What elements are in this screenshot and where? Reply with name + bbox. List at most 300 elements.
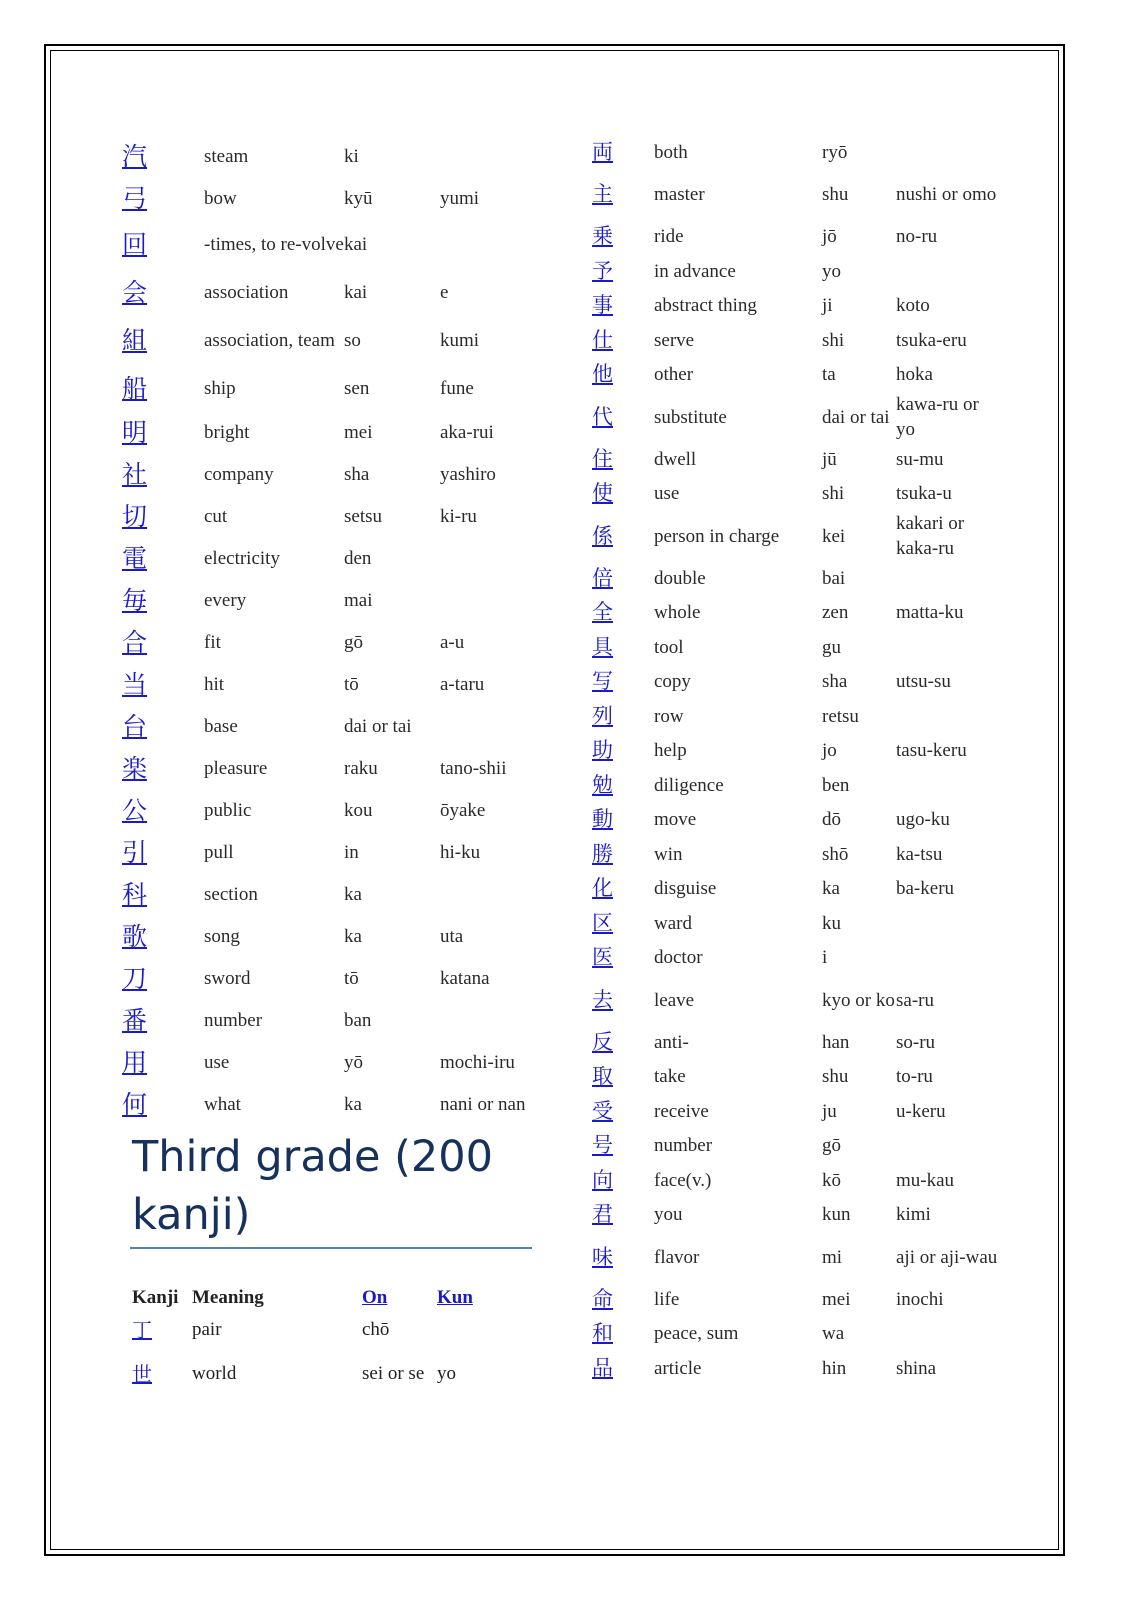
kun-reading (437, 1313, 537, 1347)
meaning: section (204, 883, 258, 905)
kanji-link[interactable]: 住 (592, 446, 613, 471)
kun-reading: ōyake (440, 799, 486, 821)
table-row (592, 1025, 1002, 1060)
meaning: cut (204, 505, 228, 527)
kanji-link[interactable]: 医 (592, 945, 613, 970)
kanji-link[interactable]: 係 (592, 523, 613, 548)
kanji-link[interactable]: 倍 (592, 565, 613, 590)
kun-reading: mu-kau (896, 1169, 955, 1191)
table-row (122, 663, 552, 705)
kanji-link[interactable]: 区 (592, 910, 613, 935)
kanji-link[interactable]: 命 (592, 1286, 613, 1311)
meaning: pull (204, 841, 234, 863)
on-reading: shi (822, 329, 845, 351)
on-reading: dō (822, 809, 841, 831)
kun-reading (440, 873, 552, 915)
kun-reading: yo (437, 1363, 456, 1384)
kanji-link[interactable]: 化 (592, 876, 613, 901)
kun-reading (440, 219, 552, 269)
meaning: peace, sum (654, 1323, 739, 1345)
on-reading: hin (822, 1357, 847, 1379)
meaning: company (204, 463, 274, 485)
on-reading: ka (822, 878, 840, 900)
kanji-link[interactable]: 台 (122, 711, 148, 741)
on-reading: so (344, 329, 361, 351)
on-reading: mei (344, 421, 373, 443)
kanji-link[interactable]: 刀 (122, 963, 148, 993)
meaning: you (654, 1204, 683, 1226)
table-row (122, 411, 552, 453)
kun-reading: matta-ku (896, 602, 964, 624)
kun-reading: fune (440, 377, 474, 399)
on-reading: tō (344, 967, 359, 989)
meaning: steam (204, 145, 249, 167)
kun-reading: tsuka-u (896, 483, 952, 505)
table-row (122, 315, 552, 365)
meaning: base (204, 715, 238, 737)
on-reading: raku (344, 757, 378, 779)
table-row (122, 789, 552, 831)
kun-reading: kumi (440, 329, 480, 351)
kanji-link[interactable]: 用 (122, 1047, 148, 1077)
meaning: help (654, 740, 687, 762)
on-reading: ka (344, 925, 362, 947)
kanji-link[interactable]: 使 (592, 481, 613, 506)
on-reading: sen (344, 377, 370, 399)
kun-reading: aka-rui (440, 421, 494, 443)
kanji-link[interactable]: 世 (132, 1362, 152, 1386)
meaning: person in charge (654, 525, 780, 547)
table-row (592, 511, 1002, 561)
kun-reading (896, 254, 1002, 289)
on-reading: ju (822, 1100, 837, 1122)
on-reading: ka (344, 883, 362, 905)
meaning: tool (654, 636, 684, 658)
on-reading: mi (822, 1246, 843, 1268)
meaning: face(v.) (654, 1169, 712, 1191)
on-reading: ben (822, 774, 850, 796)
on-reading: setsu (344, 505, 382, 527)
kun-reading (896, 135, 1002, 170)
table-row (592, 323, 1002, 358)
meaning: use (654, 483, 680, 505)
kanji-link[interactable]: 汽 (122, 141, 148, 171)
kanji-link[interactable]: 反 (592, 1029, 613, 1054)
on-reading: sha (344, 463, 370, 485)
meaning: ward (654, 912, 692, 934)
meaning: public (204, 799, 252, 821)
heading-underline (130, 1247, 532, 1249)
meaning: serve (654, 329, 695, 351)
meaning: -times, to re-volve (204, 233, 344, 255)
table-row (592, 837, 1002, 872)
meaning: bright (204, 421, 250, 443)
kanji-link[interactable]: 歌 (122, 921, 148, 951)
on-reading: yo (822, 260, 841, 282)
on-reading: mei (822, 1288, 851, 1310)
kanji-link[interactable]: 乗 (592, 224, 613, 249)
table-row (592, 170, 1002, 220)
kanji-link[interactable]: 毎 (122, 585, 148, 615)
kun-reading: ki-ru (440, 505, 477, 527)
kun-reading: yashiro (440, 463, 496, 485)
kun-reading (440, 579, 552, 621)
kanji-link[interactable]: 仕 (592, 327, 613, 352)
on-reading: kun (822, 1204, 851, 1226)
kun-reading: to-ru (896, 1066, 933, 1088)
kanji-link[interactable]: 社 (122, 459, 148, 489)
kanji-link[interactable]: 引 (122, 837, 148, 867)
kun-reading (896, 768, 1002, 803)
kanji-link[interactable]: 両 (592, 139, 613, 164)
on-reading: tō (344, 673, 359, 695)
kun-reading: shina (896, 1357, 937, 1379)
on-reading: jū (822, 448, 837, 470)
on-reading: yō (344, 1051, 363, 1073)
kun-reading: nushi or omo (896, 184, 997, 205)
on-reading: ji (822, 295, 833, 317)
on-reading: ta (822, 364, 836, 386)
table-row (122, 915, 552, 957)
kanji-link[interactable]: 取 (592, 1064, 613, 1089)
kun-reading: aji or aji-wau (896, 1246, 998, 1268)
table-row (592, 630, 1002, 665)
on-reading: gō (344, 631, 363, 653)
kanji-link[interactable]: 去 (592, 987, 613, 1012)
on-reading: bai (822, 567, 846, 589)
kun-reading (440, 705, 552, 747)
table-row (122, 365, 552, 411)
grade3-kanji-table (132, 1283, 537, 1401)
kun-reading: so-ru (896, 1031, 936, 1053)
table-row (592, 803, 1002, 838)
kun-reading: tano-shii (440, 757, 507, 779)
meaning: anti- (654, 1031, 689, 1053)
on-reading: dai or tai (822, 406, 890, 428)
table-row (592, 665, 1002, 700)
kun-reading: utsu-su (896, 671, 951, 693)
meaning: receive (654, 1100, 709, 1122)
meaning: substitute (654, 406, 727, 428)
kanji-table-right (592, 135, 1002, 1386)
on-reading: i (822, 947, 828, 969)
meaning: whole (654, 602, 701, 624)
on-reading: shu (822, 184, 849, 205)
kanji-link[interactable]: 勉 (592, 772, 613, 797)
kanji-link[interactable]: 何 (122, 1089, 148, 1119)
table-row (592, 220, 1002, 255)
section-heading: Third grade (200 kanji) (132, 1132, 493, 1240)
kanji-link[interactable]: 向 (592, 1167, 613, 1192)
table-row (592, 1282, 1002, 1317)
kanji-link[interactable]: 具 (592, 634, 613, 659)
meaning: every (204, 589, 247, 611)
table-row (122, 579, 552, 621)
table-row (592, 477, 1002, 512)
kanji-link[interactable]: 合 (122, 627, 148, 657)
meaning: fit (204, 631, 221, 653)
kanji-link[interactable]: 会 (122, 277, 148, 307)
meaning: flavor (654, 1246, 700, 1268)
table-header-row (132, 1283, 537, 1313)
table-row (592, 254, 1002, 289)
kun-reading: kimi (896, 1204, 931, 1226)
kanji-link[interactable]: 電 (122, 543, 148, 573)
table-row (132, 1313, 537, 1347)
table-row (592, 135, 1002, 170)
kanji-link[interactable]: 楽 (122, 753, 148, 783)
on-reading: jō (822, 226, 837, 248)
meaning: bow (204, 187, 237, 209)
kun-reading (896, 941, 1002, 976)
kanji-link[interactable]: 他 (592, 362, 613, 387)
table-row (592, 872, 1002, 907)
meaning: electricity (204, 547, 280, 569)
kun-reading: a-taru (440, 673, 485, 695)
meaning: life (654, 1288, 680, 1310)
kun-reading: ka-tsu (896, 843, 943, 865)
kanji-link[interactable]: 予 (592, 258, 613, 283)
header-kanji: Kanji (132, 1287, 179, 1308)
kun-reading (896, 906, 1002, 941)
table-row (592, 1198, 1002, 1233)
on-reading: kō (822, 1169, 841, 1191)
table-row (592, 1351, 1002, 1386)
meaning: association (204, 281, 289, 303)
table-row (122, 1083, 552, 1125)
on-reading: wa (822, 1323, 845, 1345)
on-reading: zen (822, 602, 849, 624)
kanji-link[interactable]: 和 (592, 1321, 613, 1346)
kanji-link[interactable]: 組 (122, 325, 148, 355)
kanji-link[interactable]: 写 (592, 669, 613, 694)
table-row (592, 358, 1002, 393)
on-reading: kyo or ko (822, 989, 895, 1011)
kun-reading: katana (440, 967, 490, 989)
kun-reading: uta (440, 925, 464, 947)
table-row (122, 747, 552, 789)
kun-reading: kawa-ru or yo (896, 394, 979, 440)
meaning: what (204, 1093, 241, 1115)
table-row (592, 1094, 1002, 1129)
kun-reading: mochi-iru (440, 1051, 515, 1073)
table-row (592, 941, 1002, 976)
kun-reading: sa-ru (896, 989, 934, 1011)
on-reading: ka (344, 1093, 362, 1115)
kun-reading: nani or nan (440, 1093, 526, 1115)
table-row (122, 957, 552, 999)
kun-reading: ba-keru (896, 878, 955, 900)
on-reading: kai (344, 233, 368, 255)
table-row (122, 495, 552, 537)
meaning: leave (654, 989, 695, 1011)
meaning: use (204, 1051, 230, 1073)
table-row (592, 975, 1002, 1025)
kanji-link[interactable]: 動 (592, 807, 613, 832)
meaning: world (192, 1363, 237, 1384)
kanji-link[interactable]: 回 (122, 229, 148, 259)
table-row (122, 873, 552, 915)
on-reading: in (344, 841, 359, 863)
on-reading: chō (362, 1319, 390, 1340)
kanji-link[interactable]: 船 (122, 373, 148, 403)
kanji-link[interactable]: 切 (122, 501, 148, 531)
meaning: win (654, 843, 683, 865)
table-row (592, 699, 1002, 734)
table-row (122, 453, 552, 495)
on-reading: shi (822, 483, 845, 505)
meaning: other (654, 364, 694, 386)
meaning: both (654, 141, 688, 163)
table-row (592, 1129, 1002, 1164)
kanji-link[interactable]: 科 (122, 879, 148, 909)
kun-reading: tasu-keru (896, 740, 967, 762)
kun-reading: koto (896, 295, 930, 317)
kun-reading: no-ru (896, 226, 938, 248)
table-row (122, 999, 552, 1041)
on-reading: shō (822, 843, 849, 865)
kanji-link[interactable]: 味 (592, 1244, 613, 1269)
table-row (592, 289, 1002, 324)
kun-reading: tsuka-eru (896, 329, 967, 351)
kanji-link[interactable]: 明 (122, 417, 148, 447)
table-row (122, 177, 552, 219)
kanji-link[interactable]: 当 (122, 669, 148, 699)
on-reading: dai or tai (344, 715, 412, 737)
meaning: number (204, 1009, 263, 1031)
table-row (592, 596, 1002, 631)
meaning: move (654, 809, 697, 831)
kanji-link[interactable]: 君 (592, 1202, 613, 1227)
on-reading: jo (822, 740, 837, 762)
on-reading: ku (822, 912, 841, 934)
on-reading: den (344, 547, 372, 569)
kun-reading: hoka (896, 364, 933, 386)
kanji-link[interactable]: 主 (592, 182, 613, 206)
table-row (122, 831, 552, 873)
table-row (592, 906, 1002, 941)
kun-reading: e (440, 281, 449, 303)
kun-reading: yumi (440, 187, 480, 209)
meaning: song (204, 925, 240, 947)
on-reading: ryō (822, 141, 848, 163)
table-row (592, 1317, 1002, 1352)
table-row (592, 1163, 1002, 1198)
kun-reading: kakari or kaka-ru (896, 513, 965, 559)
kanji-link[interactable]: 勝 (592, 841, 613, 866)
kanji-link[interactable]: 品 (592, 1355, 613, 1380)
on-reading: kei (822, 525, 846, 547)
table-row (592, 561, 1002, 596)
table-row (592, 442, 1002, 477)
table-row (592, 734, 1002, 769)
table-row (592, 1232, 1002, 1282)
on-reading: ki (344, 145, 359, 167)
meaning: disguise (654, 878, 717, 900)
on-reading: han (822, 1031, 850, 1053)
kun-reading (440, 135, 552, 177)
kun-reading (440, 537, 552, 579)
kanji-link[interactable]: 号 (592, 1133, 613, 1158)
kanji-link[interactable]: 代 (592, 404, 613, 429)
meaning: sword (204, 967, 251, 989)
on-reading: shu (822, 1066, 849, 1088)
table-row (592, 392, 1002, 442)
meaning: diligence (654, 774, 724, 796)
table-row (122, 269, 552, 315)
kanji-link[interactable]: 番 (122, 1005, 148, 1035)
meaning: double (654, 567, 706, 589)
kun-reading (896, 630, 1002, 665)
kanji-link[interactable]: 丁 (132, 1318, 152, 1342)
header-kun-link[interactable]: Kun (437, 1287, 473, 1308)
kanji-table-left (122, 135, 552, 1125)
kanji-link[interactable]: 公 (122, 795, 148, 825)
kanji-link[interactable]: 助 (592, 738, 613, 763)
kun-reading: hi-ku (440, 841, 481, 863)
meaning: abstract thing (654, 295, 757, 317)
table-row (132, 1347, 537, 1401)
meaning: pleasure (204, 757, 268, 779)
meaning: row (654, 705, 684, 727)
kun-reading: su-mu (896, 448, 944, 470)
on-reading: retsu (822, 705, 859, 727)
meaning: take (654, 1066, 686, 1088)
meaning: article (654, 1357, 702, 1379)
meaning: pair (192, 1319, 222, 1340)
kun-reading (896, 1317, 1002, 1352)
on-reading: mai (344, 589, 373, 611)
kun-reading: inochi (896, 1288, 944, 1310)
on-reading: ban (344, 1009, 372, 1031)
kun-reading: a-u (440, 631, 465, 653)
table-row (122, 135, 552, 177)
table-row (122, 537, 552, 579)
meaning: hit (204, 673, 225, 695)
kanji-link[interactable]: 列 (592, 703, 613, 728)
kun-reading: u-keru (896, 1100, 946, 1122)
table-row (122, 219, 552, 269)
table-row (122, 705, 552, 747)
kun-reading: ugo-ku (896, 809, 950, 831)
kun-reading (896, 699, 1002, 734)
kun-reading (440, 999, 552, 1041)
kanji-link[interactable]: 受 (592, 1098, 613, 1123)
meaning: association, team (204, 329, 335, 351)
on-reading: kyū (344, 187, 373, 209)
kun-reading (896, 561, 1002, 596)
kanji-link[interactable]: 弓 (122, 183, 148, 213)
meaning: ship (204, 377, 236, 399)
meaning: copy (654, 671, 691, 693)
meaning: number (654, 1135, 713, 1157)
on-reading: sei or se (362, 1363, 425, 1384)
meaning: dwell (654, 448, 697, 470)
meaning: master (654, 184, 705, 205)
meaning: in advance (654, 260, 736, 282)
on-reading: gu (822, 636, 841, 658)
header-on-link[interactable]: On (362, 1287, 388, 1308)
kanji-link[interactable]: 事 (592, 293, 613, 318)
table-row (122, 621, 552, 663)
header-meaning: Meaning (192, 1287, 264, 1308)
on-reading: kai (344, 281, 368, 303)
on-reading: gō (822, 1135, 841, 1157)
table-row (592, 1060, 1002, 1095)
on-reading: sha (822, 671, 848, 693)
kun-reading (896, 1129, 1002, 1164)
kanji-link[interactable]: 全 (592, 600, 613, 625)
